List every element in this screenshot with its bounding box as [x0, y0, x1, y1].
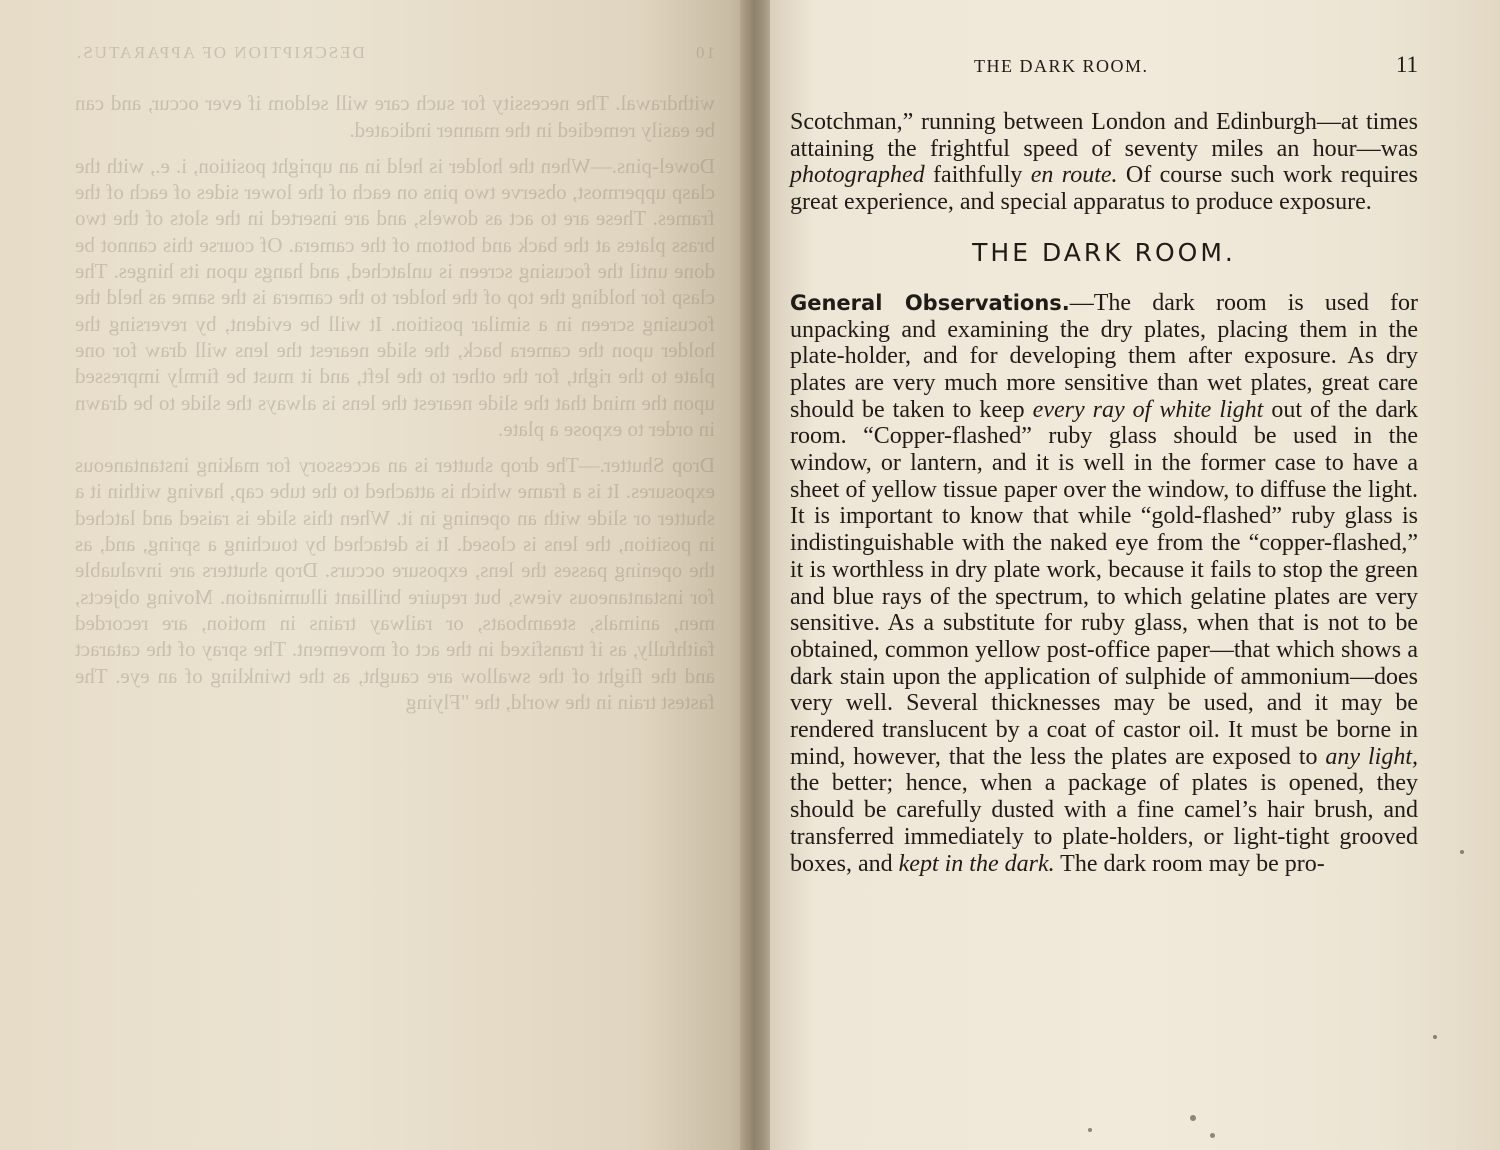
intro-paragraph [790, 109, 1418, 216]
section-text: The dark room may be pro- [1054, 850, 1325, 877]
section-italic-any-light: any light, [1325, 743, 1418, 770]
left-page-paragraph: withdrawal. The necessity for such care will seldom if ever occur, and can be easily remedied in the manner indicated. [75, 91, 715, 142]
intro-italic-en-route: en route. [1030, 162, 1118, 189]
paper-speck [1190, 1115, 1196, 1121]
paper-speck [1433, 1035, 1437, 1039]
running-header [790, 52, 1418, 84]
section-heading: General Observations. [790, 290, 1070, 315]
body-text [790, 109, 1418, 877]
intro-text: Scotchman,” running between London and Edinburgh—at times attaining the frightful speed of seventy miles an hour—was [790, 109, 1418, 162]
page-number: 11 [1395, 52, 1418, 77]
left-page-paragraph: Drop Shutter.—The drop shutter is an accessory for making instantaneous exposures. It is a frame which is attached to the tube cap, having within it a shutter or slide with an opening in it. When this slide is raised and latched in position, the lens is closed. It is detached by touching a spring, and, as the opening passes the lens, exposure occurs. Drop shutters are invaluable for instantaneous views, but require brilliant illumination. Moving objects, men, animals, steamboats, or railway trains in motion, are recorded faithfully, as if transfixed in the act of movement. The spray of the cataract and the flight of the swallow are caught, as the twinkling of an eye. The fastest train in the world, the "Flying [75, 453, 715, 714]
intro-text: Of course such work requires great experience, and special apparatus to produce exposure. [790, 162, 1419, 216]
left-page-paragraph: Dowel-pins.—When the holder is held in an upright position, i. e., with the clasp uppermost, observe two pins on each of the lower sides of each of the frames. These are to act as dowels, and are inserted in the slots of the two brass plates at the back and bottom of the camera. Of course this cannot be done until the focusing screen is unlatched, and hangs upon its hinges. The clasp for holding the top of the holder to the camera is the same as held the focusing screen in a similar position. It will be evident, by reversing the holder upon the camera back, the slide nearest the lens will draw for one plate to the right, for the other to the left, and it must be firmly impressed upon the mind that the slide nearest the lens is always the slide to be drawn in order to expose a plate. [75, 153, 715, 441]
paper-speck [1460, 850, 1464, 854]
section-italic-white-light: every ray of white light [1032, 396, 1264, 423]
left-page-show-through-text [75, 40, 715, 725]
section-paragraph [790, 290, 1418, 877]
left-page-number: 10 [694, 43, 715, 62]
section-text: —The dark room is used for unpacking and examining the dry plates, placing them in the plate-holder, and for developing them after exposure. As dry plates are very much more sensitive than wet plates, great care should be taken to keep [790, 289, 1418, 423]
section-italic-kept-in-dark: kept in the dark. [898, 850, 1055, 877]
paper-speck [1088, 1128, 1092, 1132]
section-text: the better; hence, when a package of plates is opened, they should be carefully dusted with a fine camel’s hair brush, and transferred immediately to plate-holders, or light-tight grooved boxes, and [790, 770, 1418, 877]
paper-speck [1210, 1133, 1215, 1138]
right-page [770, 0, 1500, 1150]
running-title: THE DARK ROOM. [974, 56, 1149, 76]
left-page-header [75, 40, 715, 66]
intro-italic-photographed: photographed [790, 162, 925, 189]
section-text: out of the dark room. “Copper-flashed” ruby glass should be used in the window, or lantern, and it is well in the former case to have a sheet of yellow tissue paper over the window, to diffuse the light. It is important to know that while “gold-flashed” ruby glass is indistinguishable with the naked eye from the “copper-flashed,” it is worthless in dry plate work, because it fails to stop the green and blue rays of the spectrum, to which gelatine plates are very sensitive. As a substitute for ruby glass, when that is not to be obtained, common yellow post-office paper—that which shows a dark stain upon the application of sulphide of ammonium—does very well. Several thicknesses may be used, and it may be rendered translucent by a coat of castor oil. It must be borne in mind, however, that the less the plates are exposed to [790, 396, 1419, 770]
chapter-title: THE DARK ROOM. [972, 237, 1236, 267]
intro-text: faithfully [924, 162, 1031, 189]
left-page-running-title: DESCRIPTION OF APPARATUS. [75, 43, 365, 62]
